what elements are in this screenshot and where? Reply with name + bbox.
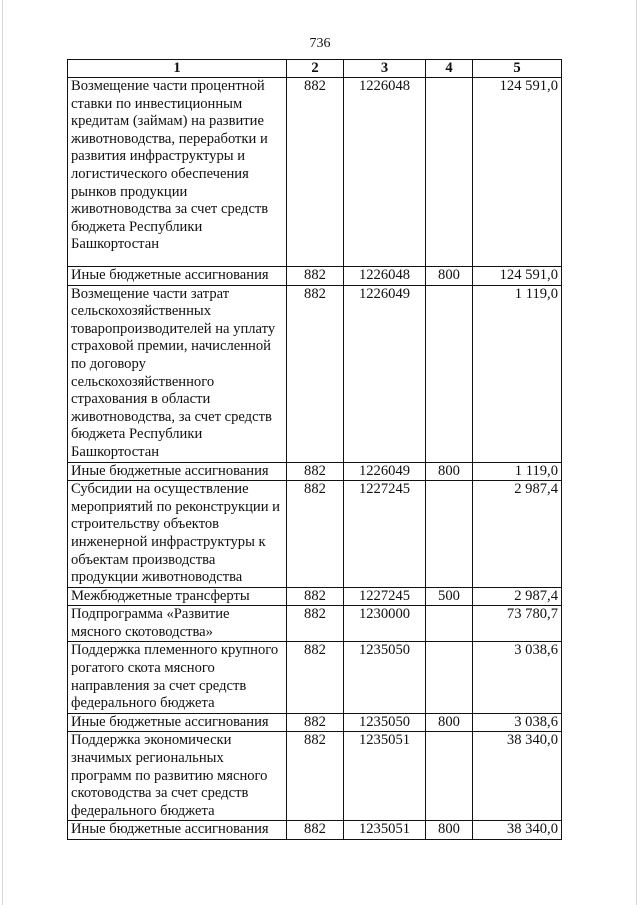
row-col-2: 882 bbox=[287, 462, 344, 481]
row-col-3: 1226049 bbox=[344, 285, 426, 462]
row-col-3: 1226049 bbox=[344, 462, 426, 481]
row-col-4 bbox=[426, 481, 473, 588]
budget-table bbox=[67, 59, 562, 840]
row-name: Поддержка экономически значимых региональных программ по развитию мясного скотоводства за счет средств федерального бюджета bbox=[68, 732, 287, 821]
row-col-2: 882 bbox=[287, 285, 344, 462]
header-col-3: 3 bbox=[344, 60, 426, 78]
page-number: 736 bbox=[309, 36, 331, 51]
row-col-3: 1235051 bbox=[344, 732, 426, 821]
row-col-3: 1230000 bbox=[344, 606, 426, 642]
row-col-4 bbox=[426, 285, 473, 462]
row-col-4 bbox=[426, 78, 473, 267]
row-name: Межбюджетные трансферты bbox=[68, 587, 287, 606]
row-name: Иные бюджетные ассигнования bbox=[68, 821, 287, 840]
header-col-1: 1 bbox=[68, 60, 287, 78]
table-row bbox=[68, 462, 562, 481]
table-row bbox=[68, 606, 562, 642]
header-col-5: 5 bbox=[473, 60, 562, 78]
table-row bbox=[68, 481, 562, 588]
table-row bbox=[68, 713, 562, 732]
table-body bbox=[68, 78, 562, 840]
row-name: Иные бюджетные ассигнования bbox=[68, 267, 287, 286]
row-col-5: 3 038,6 bbox=[473, 713, 562, 732]
row-col-2: 882 bbox=[287, 606, 344, 642]
row-col-5: 38 340,0 bbox=[473, 732, 562, 821]
row-col-2: 882 bbox=[287, 481, 344, 588]
row-name: Иные бюджетные ассигнования bbox=[68, 713, 287, 732]
scan-edge-right bbox=[636, 0, 637, 905]
row-name: Возмещение части затрат сельскохозяйственных товаропроизводителей на уплату страховой премии, начисленной по договору сельскохозяйственного страхования в области животноводства, за счет средств бюджета Республики Башкортостан bbox=[68, 285, 287, 462]
row-col-4 bbox=[426, 606, 473, 642]
row-col-2: 882 bbox=[287, 642, 344, 713]
row-col-4: 800 bbox=[426, 462, 473, 481]
table-row bbox=[68, 821, 562, 840]
row-col-3: 1235050 bbox=[344, 713, 426, 732]
row-col-5: 1 119,0 bbox=[473, 462, 562, 481]
row-col-2: 882 bbox=[287, 732, 344, 821]
row-name: Субсидии на осуществление мероприятий по реконструкции и строительству объектов инженерной инфраструктуры к объектам производства продукции животноводства bbox=[68, 481, 287, 588]
row-col-4 bbox=[426, 732, 473, 821]
row-col-4: 800 bbox=[426, 713, 473, 732]
header-col-4: 4 bbox=[426, 60, 473, 78]
table-row bbox=[68, 642, 562, 713]
row-col-5: 38 340,0 bbox=[473, 821, 562, 840]
row-col-4 bbox=[426, 642, 473, 713]
header-col-2: 2 bbox=[287, 60, 344, 78]
row-col-5: 2 987,4 bbox=[473, 481, 562, 588]
row-col-3: 1226048 bbox=[344, 78, 426, 267]
header-row bbox=[68, 60, 562, 78]
row-name: Подпрограмма «Развитие мясного скотоводства» bbox=[68, 606, 287, 642]
table-row bbox=[68, 732, 562, 821]
row-col-2: 882 bbox=[287, 78, 344, 267]
row-col-5: 3 038,6 bbox=[473, 642, 562, 713]
table-header bbox=[68, 60, 562, 78]
row-col-4: 800 bbox=[426, 821, 473, 840]
row-col-3: 1226048 bbox=[344, 267, 426, 286]
row-name: Иные бюджетные ассигнования bbox=[68, 462, 287, 481]
row-col-3: 1235051 bbox=[344, 821, 426, 840]
row-col-2: 882 bbox=[287, 821, 344, 840]
row-col-2: 882 bbox=[287, 587, 344, 606]
row-col-3: 1235050 bbox=[344, 642, 426, 713]
row-col-3: 1227245 bbox=[344, 587, 426, 606]
table-row bbox=[68, 587, 562, 606]
row-col-4: 800 bbox=[426, 267, 473, 286]
row-col-5: 73 780,7 bbox=[473, 606, 562, 642]
row-name: Возмещение части процентной ставки по инвестиционным кредитам (займам) на развитие животноводства, переработки и развития инфраструктуры и логистического обеспечения рынков продукции животноводства за счет средств бюджета Республики Башкортостан bbox=[68, 78, 287, 267]
row-col-5: 124 591,0 bbox=[473, 267, 562, 286]
table-row bbox=[68, 285, 562, 462]
row-col-5: 124 591,0 bbox=[473, 78, 562, 267]
row-col-4: 500 bbox=[426, 587, 473, 606]
row-col-2: 882 bbox=[287, 713, 344, 732]
row-col-5: 1 119,0 bbox=[473, 285, 562, 462]
scan-edge-left bbox=[2, 0, 3, 905]
row-col-5: 2 987,4 bbox=[473, 587, 562, 606]
row-col-3: 1227245 bbox=[344, 481, 426, 588]
row-col-2: 882 bbox=[287, 267, 344, 286]
table-row bbox=[68, 267, 562, 286]
table-row bbox=[68, 78, 562, 267]
row-name: Поддержка племенного крупного рогатого скота мясного направления за счет средств федерального бюджета bbox=[68, 642, 287, 713]
